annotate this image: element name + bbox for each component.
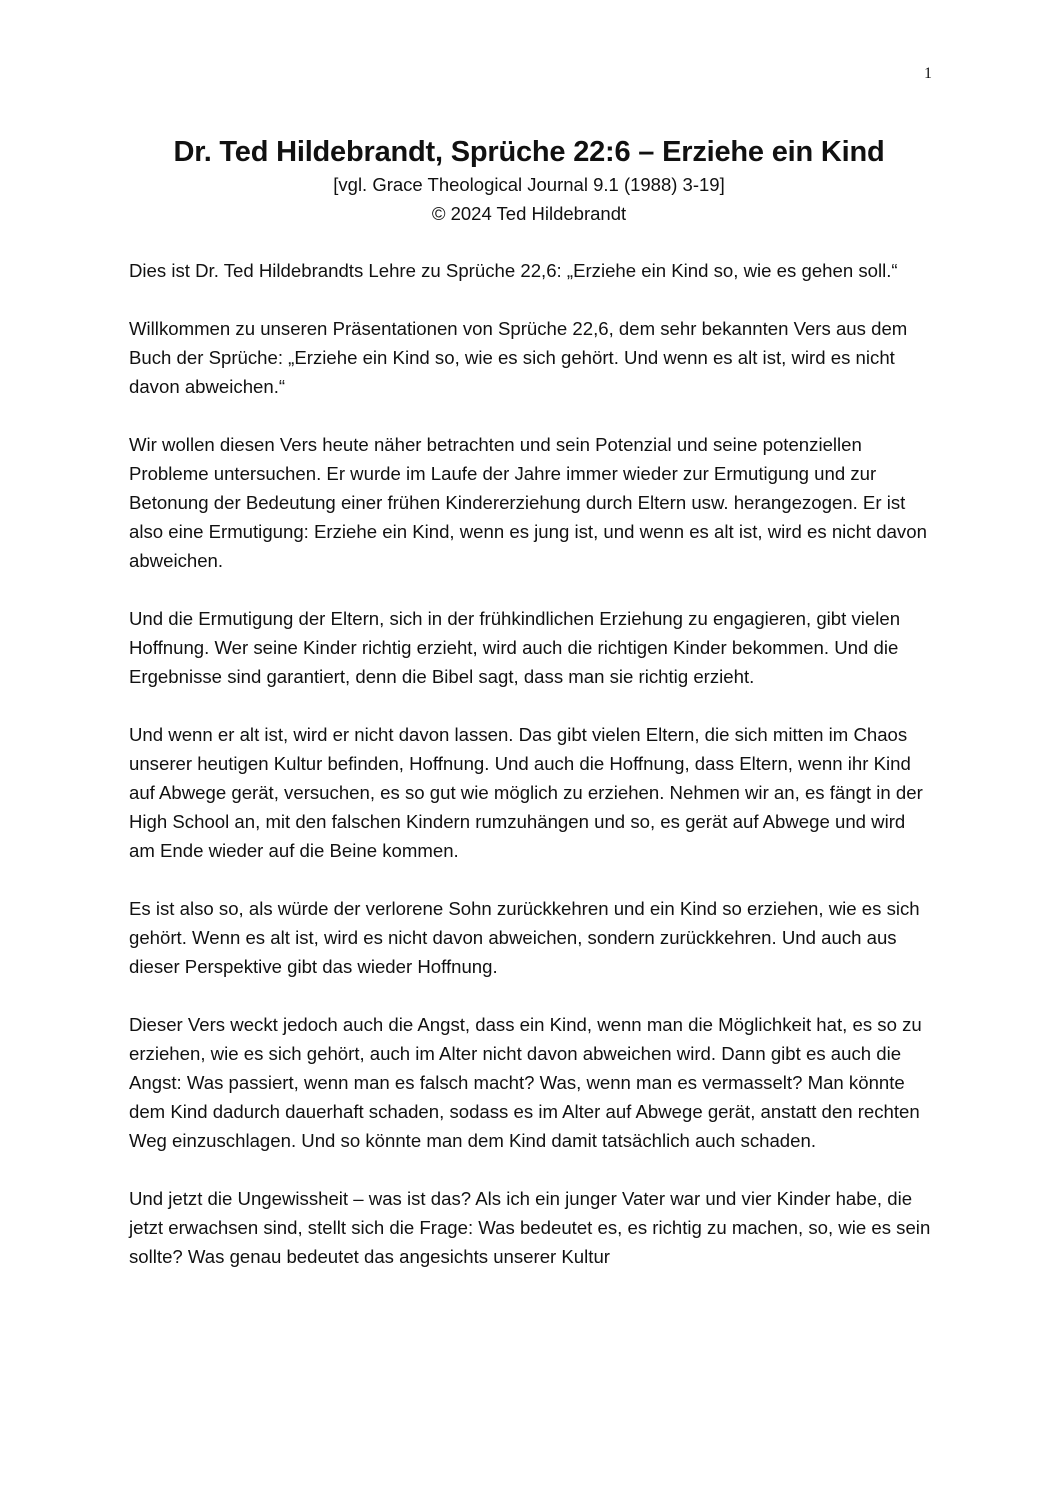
- paragraph: Und die Ermutigung der Eltern, sich in der frühkindlichen Erziehung zu engagieren, gibt vielen Hoffnung. Wer seine Kinder richtig erzieht, wird auch die richtigen Kinder bekommen. Und die Ergebnisse sind garantiert, denn die Bibel sagt, dass man sie richtig erzieht.: [129, 608, 901, 687]
- paragraph: Dies ist Dr. Ted Hildebrandts Lehre zu Sprüche 22,6: „Erziehe ein Kind so, wie es gehen soll.“: [129, 260, 898, 281]
- paragraph: Und jetzt die Ungewissheit – was ist das? Als ich ein junger Vater war und vier Kinder habe, die jetzt erwachsen sind, stellt sich die Frage: Was bedeutet es, es richtig zu machen, so, wie es sein sollte? Was genau bedeutet das angesichts unserer Kultur: [129, 1188, 931, 1267]
- paragraph: Wir wollen diesen Vers heute näher betrachten und sein Potenzial und seine potenziellen Probleme untersuchen. Er wurde im Laufe der Jahre immer wieder zur Ermutigung und zur Betonung der Bedeutung einer frühen Kindererziehung durch Eltern usw. herangezogen. Er ist also eine Ermutigung: Erziehe ein Kind, wenn es jung ist, und wenn es alt ist, wird es nicht davon abweichen.: [129, 434, 927, 571]
- paragraph: Willkommen zu unseren Präsentationen von Sprüche 22,6, dem sehr bekannten Vers aus dem Buch der Sprüche: „Erziehe ein Kind so, wie es sich gehört. Und wenn es alt ist, wird es nicht davon abweichen.“: [129, 318, 908, 397]
- paragraph: Dieser Vers weckt jedoch auch die Angst, dass ein Kind, wenn man die Möglichkeit hat, es so zu erziehen, wie es sich gehört, auch im Alter nicht davon abweichen wird. Dann gibt es auch die Angst: Was passiert, wenn man es falsch macht? Was, wenn man es vermasselt? Man könnte dem Kind dadurch dauerhaft schaden, sodass es im Alter auf Abwege gerät, anstatt den rechten Weg einzuschlagen. Und so könnte man dem Kind damit tatsächlich auch schaden.: [129, 1014, 922, 1151]
- page-number: 1: [924, 65, 932, 82]
- copyright-notice: © 2024 Ted Hildebrandt: [431, 203, 627, 224]
- document-subtitle: [vgl. Grace Theological Journal 9.1 (1988) 3-19]: [333, 174, 725, 195]
- document-title: Dr. Ted Hildebrandt, Sprüche 22:6 – Erziehe ein Kind: [173, 136, 885, 168]
- paragraph: Und wenn er alt ist, wird er nicht davon lassen. Das gibt vielen Eltern, die sich mitten im Chaos unserer heutigen Kultur befinden, Hoffnung. Und auch die Hoffnung, dass Eltern, wenn ihr Kind auf Abwege gerät, versuchen, es so gut wie möglich zu erziehen. Nehmen wir an, es fängt in der High School an, mit den falschen Kindern rumzuhängen und so, es gerät auf Abwege und wird am Ende wieder auf die Beine kommen.: [129, 724, 923, 861]
- document-body: [129, 256, 935, 1300]
- paragraph: Es ist also so, als würde der verlorene Sohn zurückkehren und ein Kind so erziehen, wie es sich gehört. Wenn es alt ist, wird es nicht davon abweichen, sondern zurückkehren. Und auch aus dieser Perspektive gibt das wieder Hoffnung.: [129, 898, 920, 977]
- document-header: [0, 134, 1058, 228]
